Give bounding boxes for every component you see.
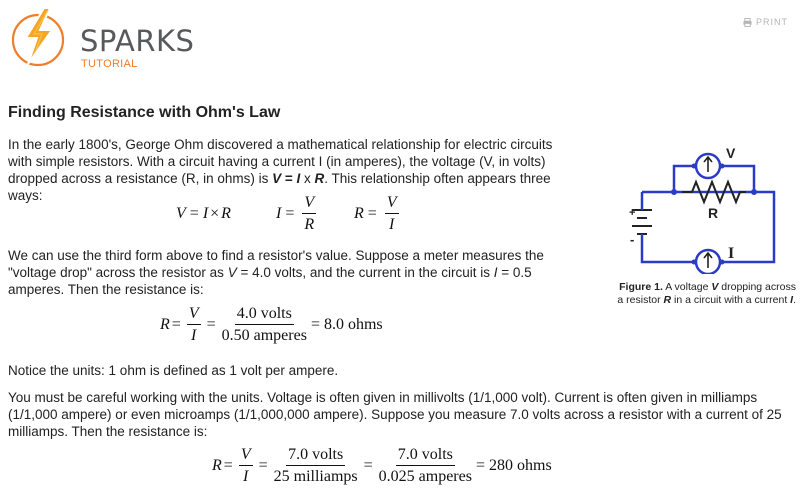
current-label: I xyxy=(728,245,735,262)
form2-num: V xyxy=(302,194,316,214)
caption-text-d: . xyxy=(793,294,796,306)
ex2-eq3: = xyxy=(363,457,373,474)
battery-plus-label: + xyxy=(629,207,636,219)
battery-minus-label: - xyxy=(630,232,635,247)
intro-text-b: . This relationship often appears three ways: xyxy=(8,171,551,203)
formula-r: R xyxy=(314,171,325,186)
form2-eq: = xyxy=(285,205,295,222)
print-label: PRINT xyxy=(756,17,788,27)
ex2-num3: 7.0 volts xyxy=(396,446,455,466)
resistor-label: R xyxy=(708,205,719,221)
form1-b: R xyxy=(221,205,231,222)
brand-tagline: TUTORIAL xyxy=(81,58,138,70)
formula-x: x xyxy=(300,171,315,186)
form3-eq: = xyxy=(367,205,377,222)
brand-name: SPARKS xyxy=(80,24,195,58)
wire-voltmeter-left xyxy=(674,166,694,192)
voltage-label: V xyxy=(726,145,736,161)
form3-fraction xyxy=(385,194,399,234)
caption-prefix: Figure 1. xyxy=(619,281,663,293)
junction-dot-left xyxy=(671,189,677,195)
formula-v: V xyxy=(272,171,282,186)
formula-i: I xyxy=(296,171,301,186)
form-2 xyxy=(276,192,320,236)
figure-caption xyxy=(612,281,796,307)
wire-voltmeter-right xyxy=(722,166,754,192)
ex1-lhs: R xyxy=(160,316,170,333)
ex2-lhs: R xyxy=(212,457,222,474)
caption-text-b: dropping across a resistor xyxy=(617,281,796,306)
example-v: V xyxy=(227,265,237,280)
units-paragraph: You must be careful working with the units. Voltage is often given in millivolts (1/1,000 volt). Current is often given in milliamps (1/1,000 ampere) or even microamps (1/1,000,000 ampere). Suppose you measure 7.0 volts across a resistor with a current of 25 milliamps. Then the resistance is: xyxy=(8,390,782,439)
ohms-law-forms xyxy=(0,192,570,236)
form-3 xyxy=(354,192,403,236)
units-note: Notice the units: 1 ohm is defined as 1 volt per ampere. xyxy=(8,363,339,378)
junction-dot-right xyxy=(751,189,757,195)
ex2-den1: I xyxy=(243,468,249,485)
ex1-den2: 0.50 amperes xyxy=(221,327,307,344)
ammeter-icon xyxy=(696,250,720,274)
form1-eq: = xyxy=(189,205,199,222)
ex2-eq2: = xyxy=(258,457,268,474)
ex2-fraction-milliamps xyxy=(274,446,358,486)
ex1-fraction-values xyxy=(222,305,307,345)
form-1 xyxy=(176,192,231,236)
form3-num: V xyxy=(385,194,399,214)
caption-v: V xyxy=(711,281,719,293)
voltmeter-icon xyxy=(696,154,720,178)
form1-lhs: V xyxy=(176,205,186,222)
formula-eq: = xyxy=(281,171,297,186)
caption-text-c: in a circuit with a current xyxy=(671,294,791,306)
ex2-den3: 0.025 amperes xyxy=(378,468,472,485)
form2-den: R xyxy=(304,216,315,233)
ex2-num2: 7.0 volts xyxy=(286,446,345,466)
page-title: Finding Resistance with Ohm's Law xyxy=(8,104,281,121)
example-i: I xyxy=(493,265,498,280)
caption-r: R xyxy=(663,294,672,306)
ex1-num2: 4.0 volts xyxy=(235,305,294,325)
circuit-diagram xyxy=(612,144,794,274)
intro-text-a: In the early 1800's, George Ohm discovered a mathematical relationship for electric circuits with simple resistors. With a circuit having a current I (in amperes), the voltage (V, in volts) dropped across a resistance (R, in ohms) is xyxy=(8,137,553,186)
form2-lhs: I xyxy=(276,205,282,222)
example-equation-1 xyxy=(160,303,383,347)
example-equation-2 xyxy=(212,444,552,488)
ex2-fraction-amperes xyxy=(379,446,472,486)
print-icon xyxy=(743,18,752,27)
ex1-fraction-symbolic xyxy=(187,305,201,345)
print-button[interactable] xyxy=(743,17,788,27)
form3-den: I xyxy=(389,216,395,233)
ex1-den1: I xyxy=(191,327,197,344)
example-text-c: = 0.5 amperes. Then the resistance is: xyxy=(8,265,532,297)
caption-i: I xyxy=(790,294,794,306)
ex1-num1: V xyxy=(187,305,201,325)
brand-logo[interactable] xyxy=(8,6,208,70)
form1-times: × xyxy=(210,205,220,222)
ex2-num1: V xyxy=(239,446,253,466)
example-text-a: We can use the third form above to find a resistor's value. Suppose a meter measures the "voltage drop" across the resistor as xyxy=(8,248,544,280)
ex1-eq2: = xyxy=(206,316,216,333)
ex1-eq: = xyxy=(171,316,181,333)
lightning-bolt-icon xyxy=(8,6,68,70)
caption-text-a: A voltage xyxy=(662,281,712,293)
example-text-b: = 4.0 volts, and the current in the circuit is xyxy=(236,265,494,280)
form1-a: I xyxy=(202,205,209,222)
ex2-den2: 25 milliamps xyxy=(273,468,358,485)
example-paragraph xyxy=(8,247,578,298)
form2-fraction xyxy=(302,194,316,234)
ex2-result: = 280 ohms xyxy=(475,457,552,474)
ex1-result: = 8.0 ohms xyxy=(310,316,383,333)
ex2-eq: = xyxy=(223,457,233,474)
ex2-fraction-symbolic xyxy=(239,446,253,486)
form3-lhs: R xyxy=(354,205,364,222)
